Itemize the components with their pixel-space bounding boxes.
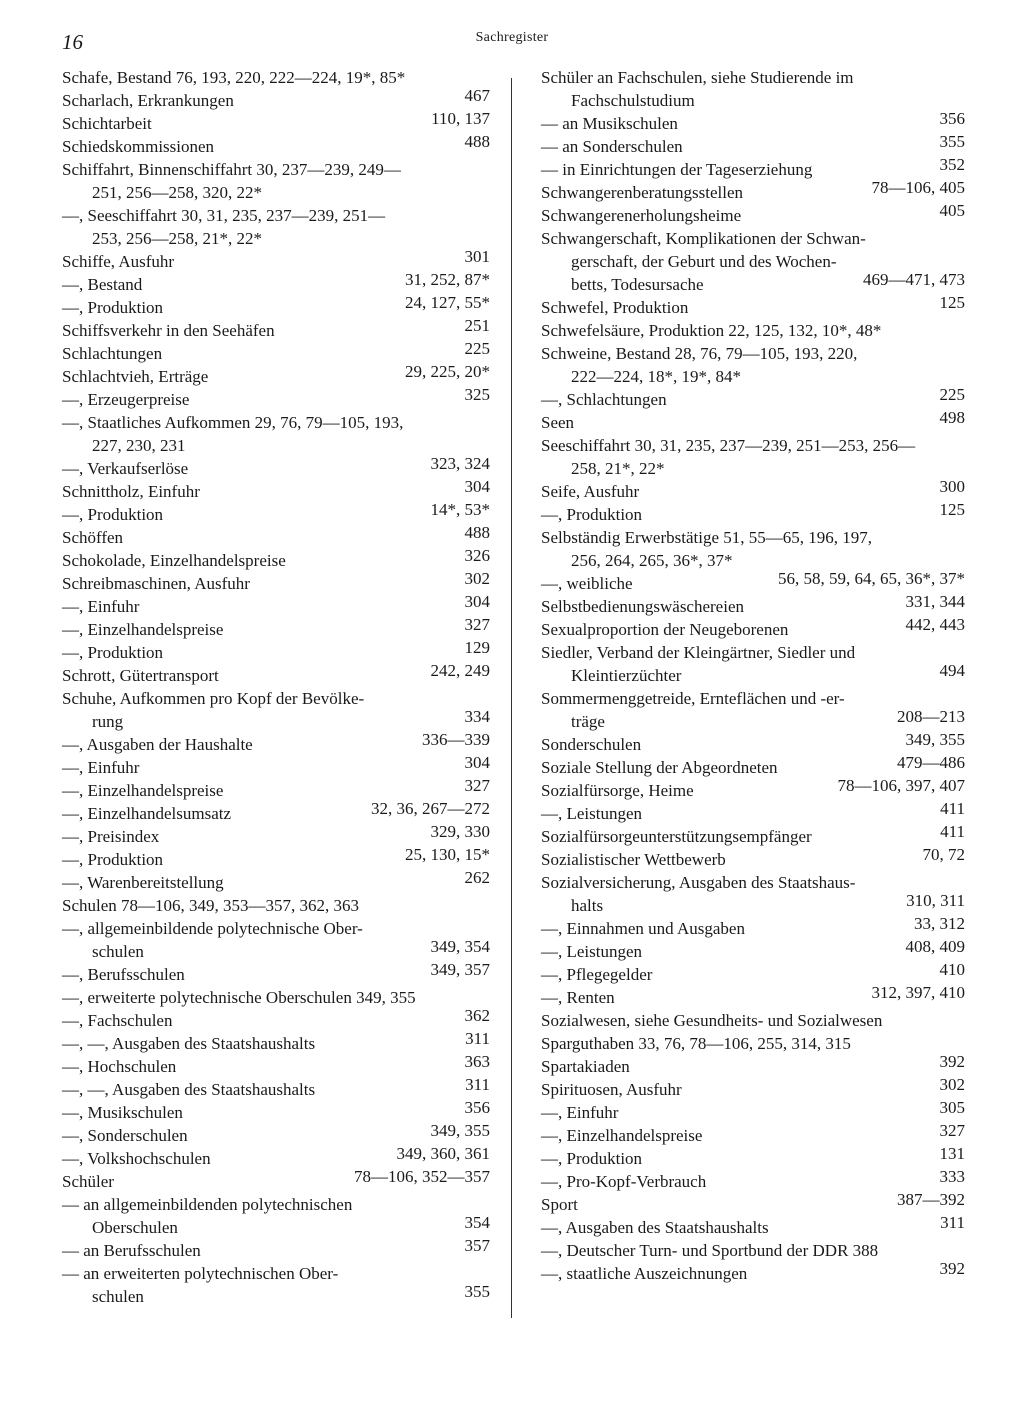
index-pages: 387—392	[897, 1190, 965, 1209]
index-pages: 70, 72	[922, 845, 965, 864]
index-entry	[541, 385, 965, 411]
index-pages: 33, 312	[914, 914, 965, 933]
index-pages: 479—486	[897, 753, 965, 772]
index-entry	[541, 569, 965, 595]
index-pages: 242, 249	[430, 661, 490, 680]
index-term: Sozialwesen, siehe Gesundheits- und Sozialwesen	[541, 1011, 883, 1030]
index-term: Schuhe, Aufkommen pro Kopf der Bevölke-	[62, 689, 365, 708]
index-entry	[62, 132, 490, 158]
index-entry	[541, 891, 965, 917]
index-pages: 310, 311	[906, 891, 965, 910]
index-term: Schweine, Bestand 28, 76, 79—105, 193, 220,	[541, 344, 858, 363]
index-entry	[62, 661, 490, 687]
index-term: —, Volkshochschulen	[62, 1149, 211, 1168]
index-entry	[62, 546, 490, 572]
index-pages: 78—106, 405	[871, 178, 965, 197]
index-term: Spirituosen, Ausfuhr	[541, 1080, 682, 1099]
index-pages: 411	[940, 822, 965, 841]
index-entry	[541, 1032, 965, 1055]
index-entry	[541, 1144, 965, 1170]
index-entry	[541, 319, 965, 342]
index-pages: 300	[939, 477, 965, 496]
index-entry	[62, 799, 490, 825]
index-entry	[541, 641, 965, 664]
index-pages: 304	[464, 753, 490, 772]
index-entry	[62, 937, 490, 963]
index-pages: 488	[464, 132, 490, 151]
index-entry	[62, 1029, 490, 1055]
index-entry	[62, 523, 490, 549]
index-term: Schöffen	[62, 528, 124, 547]
index-term: —, Einzelhandelspreise	[62, 781, 224, 800]
index-term: Schwefel, Produktion	[541, 298, 689, 317]
index-term: —, Bestand	[62, 275, 143, 294]
index-entry	[541, 201, 965, 227]
index-entry	[541, 477, 965, 503]
index-entry	[541, 342, 965, 365]
index-pages: 354	[464, 1213, 490, 1232]
index-pages: 323, 324	[430, 454, 490, 473]
index-term: — an Berufsschulen	[62, 1241, 201, 1260]
index-entry	[62, 1098, 490, 1124]
index-entry	[541, 365, 965, 388]
index-entry	[541, 293, 965, 319]
index-pages: 251	[464, 316, 490, 335]
index-entry	[541, 434, 965, 457]
index-term: —, Fachschulen	[62, 1011, 173, 1030]
index-pages: 349, 357	[430, 960, 490, 979]
index-term: Schiedskommissionen	[62, 137, 215, 156]
index-term: —, Produktion	[541, 505, 643, 524]
index-entry	[62, 293, 490, 319]
index-entry	[541, 132, 965, 158]
index-pages: 356	[464, 1098, 490, 1117]
index-pages: 411	[940, 799, 965, 818]
index-entry	[62, 845, 490, 871]
index-entry	[62, 730, 490, 756]
index-term: —, Einnahmen und Ausgaben	[541, 919, 745, 938]
index-pages: 327	[464, 776, 490, 795]
index-entry	[541, 1239, 965, 1262]
index-pages: 488	[464, 523, 490, 542]
index-entry	[62, 1193, 490, 1216]
index-pages: 32, 36, 267—272	[371, 799, 490, 818]
index-term: —, Pflegegelder	[541, 965, 653, 984]
index-pages: 349, 354	[430, 937, 490, 956]
index-entry	[541, 615, 965, 641]
index-term: — an Musikschulen	[541, 114, 678, 133]
index-pages: 331, 344	[905, 592, 965, 611]
index-term: —, allgemeinbildende polytechnische Ober-	[62, 919, 363, 938]
index-term: Kleintierzüchter	[571, 666, 682, 685]
index-pages: 442, 443	[905, 615, 965, 634]
index-entry	[62, 960, 490, 986]
index-pages: 392	[939, 1052, 965, 1071]
index-entry	[541, 661, 965, 687]
index-entry	[62, 181, 490, 204]
index-pages: 24, 127, 55*	[405, 293, 490, 312]
index-entry	[62, 1236, 490, 1262]
index-term: —, weibliche	[541, 574, 633, 593]
index-pages: 31, 252, 87*	[405, 270, 490, 289]
index-pages: 357	[464, 1236, 490, 1255]
index-pages: 131	[939, 1144, 965, 1163]
index-term: Schulen 78—106, 349, 353—357, 362, 363	[62, 896, 360, 915]
index-term: —, Sonderschulen	[62, 1126, 188, 1145]
index-entry	[62, 687, 490, 710]
index-term: —, Ausgaben des Staatshaushalts	[541, 1218, 769, 1237]
index-entry	[62, 316, 490, 342]
index-term: Sonderschulen	[541, 735, 642, 754]
running-head: Sachregister	[475, 30, 549, 45]
index-entry	[62, 1167, 490, 1193]
index-term: 253, 256—258, 21*, 22*	[92, 229, 262, 248]
index-term: —, Ausgaben der Haushalte	[62, 735, 253, 754]
index-term: —, Produktion	[62, 298, 164, 317]
index-term: —, Einzelhandelspreise	[541, 1126, 703, 1145]
index-pages: 78—106, 352—357	[354, 1167, 490, 1186]
index-pages: 333	[939, 1167, 965, 1186]
index-entry	[62, 362, 490, 388]
index-pages: 262	[464, 868, 490, 887]
index-entry	[62, 109, 490, 135]
index-entry	[62, 411, 490, 434]
index-pages: 326	[464, 546, 490, 565]
index-entry	[62, 917, 490, 940]
index-term: — an Sonderschulen	[541, 137, 683, 156]
index-pages: 469—471, 473	[863, 270, 965, 289]
index-pages: 304	[464, 477, 490, 496]
index-term: träge	[571, 712, 605, 731]
index-term: — an allgemeinbildenden polytechnischen	[62, 1195, 353, 1214]
index-term: Schokolade, Einzelhandelspreise	[62, 551, 286, 570]
index-entry	[62, 454, 490, 480]
index-entry	[62, 500, 490, 526]
index-pages: 302	[464, 569, 490, 588]
index-term: Sozialistischer Wettbewerb	[541, 850, 726, 869]
index-pages: 56, 58, 59, 64, 65, 36*, 37*	[778, 569, 965, 588]
index-term: — an erweiterten polytechnischen Ober-	[62, 1264, 339, 1283]
index-term: Soziale Stellung der Abgeordneten	[541, 758, 778, 777]
index-term: 256, 264, 265, 36*, 37*	[571, 551, 733, 570]
index-pages: 225	[939, 385, 965, 404]
index-pages: 349, 355	[905, 730, 965, 749]
index-entry	[62, 615, 490, 641]
index-term: Seeschiffahrt 30, 31, 235, 237—239, 251—253, 256—	[541, 436, 916, 455]
index-term: rung	[92, 712, 124, 731]
index-term: —, Produktion	[62, 850, 164, 869]
index-pages: 304	[464, 592, 490, 611]
index-entry	[541, 109, 965, 135]
index-pages: 311	[465, 1075, 490, 1094]
index-term: Schwangerenerholungsheime	[541, 206, 742, 225]
index-term: —, Berufsschulen	[62, 965, 185, 984]
index-entry	[541, 1075, 965, 1101]
index-term: schulen	[92, 1287, 144, 1306]
index-term: —, —, Ausgaben des Staatshaushalts	[62, 1034, 316, 1053]
index-term: Sozialfürsorgeunterstützungsempfänger	[541, 827, 812, 846]
index-entry	[62, 894, 490, 917]
index-entry	[541, 526, 965, 549]
index-term: Selbständig Erwerbstätige 51, 55—65, 196, 197,	[541, 528, 872, 547]
index-pages: 325	[464, 385, 490, 404]
index-pages: 329, 330	[430, 822, 490, 841]
index-entry	[541, 457, 965, 480]
index-term: Oberschulen	[92, 1218, 178, 1237]
index-term: —, Produktion	[62, 643, 164, 662]
index-term: Fachschulstudium	[571, 91, 695, 110]
index-entry	[541, 1098, 965, 1124]
index-term: Spartakiaden	[541, 1057, 630, 1076]
index-entry	[62, 638, 490, 664]
index-pages: 327	[464, 615, 490, 634]
index-entry	[62, 986, 490, 1009]
index-entry	[62, 1262, 490, 1285]
index-pages: 349, 355	[430, 1121, 490, 1140]
index-entry	[62, 1213, 490, 1239]
index-term: Sozialfürsorge, Heime	[541, 781, 694, 800]
index-term: —, Einzelhandelspreise	[62, 620, 224, 639]
index-term: Selbstbedienungswäschereien	[541, 597, 744, 616]
index-term: Seife, Ausfuhr	[541, 482, 640, 501]
index-pages: 208—213	[897, 707, 965, 726]
index-pages: 110, 137	[431, 109, 490, 128]
index-pages: 125	[939, 500, 965, 519]
index-entry	[541, 1190, 965, 1216]
index-term: —, Einfuhr	[62, 597, 140, 616]
index-term: —, Musikschulen	[62, 1103, 183, 1122]
index-entry	[541, 1009, 965, 1032]
index-pages: 392	[939, 1259, 965, 1278]
index-term: Sparguthaben 33, 76, 78—106, 255, 314, 315	[541, 1034, 851, 1053]
index-term: —, Seeschiffahrt 30, 31, 235, 237—239, 251—	[62, 206, 386, 225]
index-pages: 363	[464, 1052, 490, 1071]
index-entry	[541, 1121, 965, 1147]
index-term: —, Deutscher Turn- und Sportbund der DDR 388	[541, 1241, 879, 1260]
index-entry	[541, 707, 965, 733]
index-pages: 349, 360, 361	[396, 1144, 490, 1163]
index-term: Schiffsverkehr in den Seehäfen	[62, 321, 275, 340]
index-term: 227, 230, 231	[92, 436, 186, 455]
index-term: Schiffe, Ausfuhr	[62, 252, 175, 271]
index-pages: 311	[940, 1213, 965, 1232]
index-entry	[541, 914, 965, 940]
index-term: Schafe, Bestand 76, 193, 220, 222—224, 19*, 85*	[62, 68, 406, 87]
index-term: Sozialversicherung, Ausgaben des Staatshaus-	[541, 873, 856, 892]
index-term: halts	[571, 896, 604, 915]
index-entry	[62, 385, 490, 411]
index-entry	[62, 477, 490, 503]
index-entry	[541, 1052, 965, 1078]
index-entry	[541, 983, 965, 1009]
index-term: 222—224, 18*, 19*, 84*	[571, 367, 741, 386]
index-term: —, Leistungen	[541, 804, 643, 823]
index-term: Siedler, Verband der Kleingärtner, Siedler und	[541, 643, 856, 662]
index-pages: 129	[464, 638, 490, 657]
index-entry	[62, 1282, 490, 1308]
index-entry	[62, 86, 490, 112]
index-pages: 467	[464, 86, 490, 105]
index-pages: 334	[464, 707, 490, 726]
index-entry	[62, 434, 490, 457]
index-term: Schnittholz, Einfuhr	[62, 482, 200, 501]
index-column-right	[541, 66, 965, 1285]
index-entry	[62, 158, 490, 181]
index-pages: 125	[939, 293, 965, 312]
index-entry	[62, 868, 490, 894]
index-term: Schichtarbeit	[62, 114, 152, 133]
index-term: —, Hochschulen	[62, 1057, 177, 1076]
index-entry	[541, 408, 965, 434]
index-entry	[541, 227, 965, 250]
index-entry	[62, 753, 490, 779]
index-pages: 352	[939, 155, 965, 174]
index-term: Schiffahrt, Binnenschiffahrt 30, 237—239, 249—	[62, 160, 401, 179]
index-entry	[62, 1052, 490, 1078]
index-pages: 312, 397, 410	[871, 983, 965, 1002]
index-term: Seen	[541, 413, 575, 432]
index-pages: 355	[464, 1282, 490, 1301]
index-term: Schwangerschaft, Komplikationen der Schwan-	[541, 229, 866, 248]
index-term: — in Einrichtungen der Tageserziehung	[541, 160, 813, 179]
index-term: Schüler an Fachschulen, siehe Studierende im	[541, 68, 854, 87]
index-term: —, Leistungen	[541, 942, 643, 961]
index-pages: 405	[939, 201, 965, 220]
index-term: —, Einfuhr	[541, 1103, 619, 1122]
index-term: Scharlach, Erkrankungen	[62, 91, 234, 110]
index-pages: 305	[939, 1098, 965, 1117]
index-term: —, Verkaufserlöse	[62, 459, 189, 478]
column-divider	[511, 78, 512, 1318]
index-entry	[541, 500, 965, 526]
index-entry	[541, 89, 965, 112]
index-term: 258, 21*, 22*	[571, 459, 665, 478]
index-entry	[541, 270, 965, 296]
index-term: Sport	[541, 1195, 578, 1214]
index-term: Schrott, Gütertransport	[62, 666, 219, 685]
index-term: —, Einzelhandelsumsatz	[62, 804, 232, 823]
index-entry	[541, 937, 965, 963]
index-term: Sexualproportion der Neugeborenen	[541, 620, 789, 639]
index-term: Schreibmaschinen, Ausfuhr	[62, 574, 250, 593]
index-term: —, Schlachtungen	[541, 390, 667, 409]
index-pages: 408, 409	[905, 937, 965, 956]
index-pages: 301	[464, 247, 490, 266]
index-entry	[62, 1006, 490, 1032]
index-term: —, Pro-Kopf-Verbrauch	[541, 1172, 707, 1191]
index-term: 251, 256—258, 320, 22*	[92, 183, 262, 202]
index-pages: 498	[939, 408, 965, 427]
index-entry	[62, 204, 490, 227]
index-entry	[541, 799, 965, 825]
index-term: —, erweiterte polytechnische Oberschulen 349, 355	[62, 988, 416, 1007]
index-entry	[541, 776, 965, 802]
index-term: Schlachtvieh, Erträge	[62, 367, 209, 386]
index-term: —, Produktion	[541, 1149, 643, 1168]
index-term: —, Erzeugerpreise	[62, 390, 190, 409]
index-entry	[62, 227, 490, 250]
index-entry	[541, 871, 965, 894]
index-column-left	[62, 66, 490, 1308]
index-term: Schwefelsäure, Produktion 22, 125, 132, 10*, 48*	[541, 321, 882, 340]
index-entry	[62, 592, 490, 618]
index-entry	[541, 845, 965, 871]
index-term: —, Produktion	[62, 505, 164, 524]
index-term: —, Preisindex	[62, 827, 160, 846]
index-pages: 302	[939, 1075, 965, 1094]
index-pages: 410	[939, 960, 965, 979]
index-entry	[541, 178, 965, 204]
index-term: —, —, Ausgaben des Staatshaushalts	[62, 1080, 316, 1099]
index-pages: 311	[465, 1029, 490, 1048]
index-entry	[541, 1259, 965, 1285]
index-term: schulen	[92, 942, 144, 961]
index-term: gerschaft, der Geburt und des Wochen-	[571, 252, 837, 271]
index-term: —, Einfuhr	[62, 758, 140, 777]
index-entry	[541, 822, 965, 848]
index-term: —, Renten	[541, 988, 615, 1007]
index-pages: 336—339	[422, 730, 490, 749]
index-term: —, Warenbereitstellung	[62, 873, 224, 892]
index-entry	[62, 66, 490, 89]
index-term: —, Staatliches Aufkommen 29, 76, 79—105, 193,	[62, 413, 404, 432]
index-pages: 14*, 53*	[430, 500, 490, 519]
index-term: Schüler	[62, 1172, 114, 1191]
index-entry	[541, 66, 965, 89]
index-term: Schlachtungen	[62, 344, 163, 363]
index-term: Sommermenggetreide, Ernteflächen und -er-	[541, 689, 845, 708]
index-entry	[541, 592, 965, 618]
index-pages: 327	[939, 1121, 965, 1140]
page-number: 16	[62, 30, 83, 54]
index-entry	[62, 1075, 490, 1101]
index-pages: 362	[464, 1006, 490, 1025]
index-term: betts, Todesursache	[571, 275, 704, 294]
index-term: —, staatliche Auszeichnungen	[541, 1264, 748, 1283]
index-pages: 29, 225, 20*	[405, 362, 490, 381]
index-pages: 494	[939, 661, 965, 680]
index-pages: 356	[939, 109, 965, 128]
index-pages: 225	[464, 339, 490, 358]
index-entry	[541, 1213, 965, 1239]
index-term: Schwangerenberatungsstellen	[541, 183, 744, 202]
index-entry	[62, 569, 490, 595]
index-pages: 78—106, 397, 407	[837, 776, 965, 795]
index-pages: 355	[939, 132, 965, 151]
index-pages: 25, 130, 15*	[405, 845, 490, 864]
